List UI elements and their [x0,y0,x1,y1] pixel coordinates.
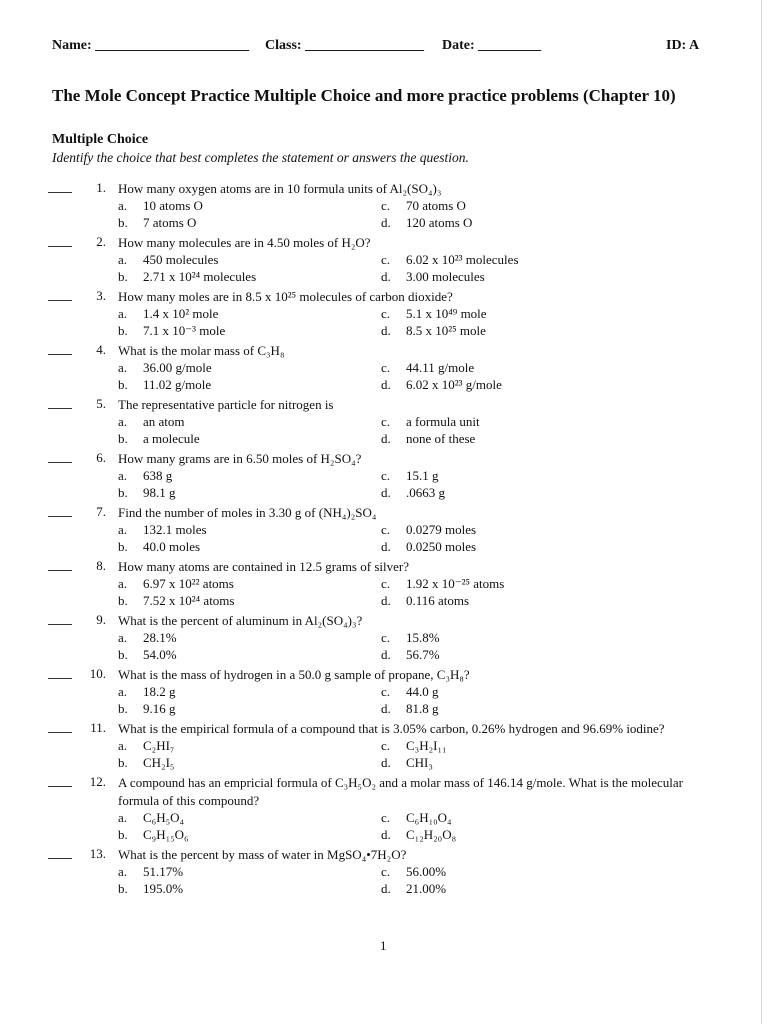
question-item [0,450,768,504]
question-item [0,288,768,342]
option-letter: d. [381,485,391,500]
question-stem: What is the percent by mass of water in MgSO₄•7H₂O? [118,847,407,862]
answer-options [0,630,768,664]
option-b: 40.0 moles [143,539,201,554]
option-a: C₆H₅O₄ [143,810,185,825]
option-c: 70 atoms O [406,198,466,213]
option-c: 56.00% [406,864,447,879]
question-stem: How many molecules are in 4.50 moles of H₂O? [118,235,371,250]
option-letter: c. [381,522,391,537]
option-b: C₉H₁₅O₆ [143,827,189,842]
answer-blank[interactable] [48,732,72,733]
option-c: 6.02 x 10²³ molecules [406,252,519,267]
answer-blank[interactable] [48,786,72,787]
option-letter: a. [118,738,128,753]
question-number: 3. [96,288,106,303]
answer-blank[interactable] [48,300,72,301]
option-letter: a. [118,360,128,375]
option-a: 638 g [143,468,173,483]
option-c: 0.0279 moles [406,522,477,537]
option-letter: b. [118,215,128,230]
question-stem: How many oxygen atoms are in 10 formula units of Al₂(SO₄)₃ [118,181,442,196]
option-b: 2.71 x 10²⁴ molecules [143,269,257,284]
question-stem: The representative particle for nitrogen is [118,397,334,412]
question-number: 1. [96,180,106,195]
option-a: 132.1 moles [143,522,207,537]
option-letter: b. [118,827,128,842]
option-letter: b. [118,269,128,284]
option-letter: c. [381,864,391,879]
option-c: 1.92 x 10⁻²⁵ atoms [406,576,505,591]
option-letter: c. [381,360,391,375]
option-letter: b. [118,323,128,338]
option-c: 15.1 g [406,468,439,483]
option-a: 6.97 x 10²² atoms [143,576,234,591]
option-c: a formula unit [406,414,480,429]
option-c: C₃H₂I₁₁ [406,738,447,753]
answer-options [0,468,768,502]
question-stem: How many atoms are contained in 12.5 grams of silver? [118,559,409,574]
answer-options [0,360,768,394]
option-b: 7.52 x 10²⁴ atoms [143,593,235,608]
question-stem: A compound has an empricial formula of C₃H₅O₂ and a molar mass of 146.14 g/mole. What is the molecular formula of this compound? [118,775,684,808]
question-number: 10. [89,666,106,681]
question-number: 9. [96,612,106,627]
answer-blank[interactable] [48,408,72,409]
answer-options [0,738,768,772]
date-field-label: Date: _________ [442,38,542,53]
option-letter: a. [118,522,128,537]
question-stem: What is the mass of hydrogen in a 50.0 g sample of propane, C₃H₈? [118,667,470,682]
option-d: 21.00% [406,881,447,896]
option-d: .0663 g [406,485,445,500]
option-d: CHI₃ [406,755,433,770]
question-item [0,396,768,450]
option-letter: d. [381,593,391,608]
option-b: CH₂I₅ [143,755,175,770]
option-b: 9.16 g [143,701,176,716]
option-letter: c. [381,630,391,645]
question-item [0,846,768,900]
option-d: 81.8 g [406,701,439,716]
question-item [0,558,768,612]
option-letter: a. [118,306,128,321]
question-item [0,666,768,720]
option-letter: d. [381,701,391,716]
section-instructions: Identify the choice that best completes the statement or answers the question. [52,150,469,165]
option-c: 5.1 x 10⁴⁹ mole [406,306,487,321]
option-letter: d. [381,755,391,770]
option-letter: a. [118,468,128,483]
question-number: 13. [89,846,106,861]
option-d: 6.02 x 10²³ g/mole [406,377,502,392]
option-letter: d. [381,881,391,896]
option-letter: b. [118,593,128,608]
option-letter: d. [381,377,391,392]
option-b: 7 atoms O [143,215,197,230]
option-d: C₁₂H₂₀O₈ [406,827,457,842]
option-a: 28.1% [143,630,177,645]
option-d: 8.5 x 10²⁵ mole [406,323,486,338]
answer-options [0,684,768,718]
option-c: 44.11 g/mole [406,360,475,375]
option-c: C₆H₁₀O₄ [406,810,452,825]
answer-blank[interactable] [48,354,72,355]
question-item [0,504,768,558]
page-title: The Mole Concept Practice Multiple Choice and more practice problems (Chapter 10) [52,86,676,105]
answer-options [0,522,768,556]
option-d: 0.0250 moles [406,539,477,554]
option-a: 10 atoms O [143,198,203,213]
answer-blank[interactable] [48,192,72,193]
option-letter: a. [118,252,128,267]
answer-options [0,414,768,448]
question-number: 7. [96,504,106,519]
question-item [0,342,768,396]
option-letter: b. [118,881,128,896]
answer-blank[interactable] [48,246,72,247]
answer-options [0,306,768,340]
answer-blank[interactable] [48,570,72,571]
option-letter: a. [118,810,128,825]
question-number: 12. [89,774,106,789]
option-letter: d. [381,323,391,338]
answer-options [0,864,768,898]
question-item [0,720,768,774]
option-b: 54.0% [143,647,177,662]
question-item [0,180,768,234]
option-d: 0.116 atoms [406,593,470,608]
option-letter: c. [381,468,391,483]
option-letter: b. [118,431,128,446]
question-stem: What is the empirical formula of a compound that is 3.05% carbon, 0.26% hydrogen and 96.69% iodine? [118,721,665,736]
option-b: 7.1 x 10⁻³ mole [143,323,226,338]
question-stem: What is the molar mass of C₃H₈ [118,343,285,358]
question-number: 4. [96,342,106,357]
option-letter: a. [118,198,128,213]
option-letter: a. [118,630,128,645]
option-d: 56.7% [406,647,440,662]
option-letter: c. [381,414,391,429]
answer-blank[interactable] [48,516,72,517]
section-heading: Multiple Choice [52,132,149,147]
option-letter: c. [381,738,391,753]
option-letter: d. [381,431,391,446]
question-stem: How many moles are in 8.5 x 10²⁵ molecules of carbon dioxide? [118,289,453,304]
option-letter: d. [381,215,391,230]
question-number: 5. [96,396,106,411]
option-letter: b. [118,755,128,770]
answer-blank[interactable] [48,624,72,625]
option-letter: b. [118,377,128,392]
option-b: a molecule [143,431,200,446]
page-number: 1 [380,938,387,953]
option-c: 15.8% [406,630,440,645]
option-letter: c. [381,810,391,825]
question-stem: How many grams are in 6.50 moles of H₂SO₄? [118,451,362,466]
option-letter: b. [118,539,128,554]
option-letter: a. [118,864,128,879]
option-letter: c. [381,306,391,321]
question-list [0,180,768,900]
option-b: 195.0% [143,881,184,896]
option-letter: a. [118,414,128,429]
question-stem: What is the percent of aluminum in Al₂(SO₄)₃? [118,613,363,628]
option-letter: b. [118,647,128,662]
question-item [0,774,768,846]
question-item [0,234,768,288]
option-d: 3.00 molecules [406,269,485,284]
answer-blank[interactable] [48,678,72,679]
option-letter: d. [381,539,391,554]
option-b: 98.1 g [143,485,176,500]
option-letter: b. [118,485,128,500]
option-a: C₂HI₇ [143,738,175,753]
option-a: an atom [143,414,185,429]
option-a: 51.17% [143,864,184,879]
option-letter: b. [118,701,128,716]
option-letter: c. [381,576,391,591]
option-letter: d. [381,269,391,284]
question-number: 11. [90,720,106,735]
option-a: 1.4 x 10² mole [143,306,219,321]
answer-blank[interactable] [48,462,72,463]
question-number: 2. [96,234,106,249]
answer-options [0,576,768,610]
option-letter: d. [381,827,391,842]
class-field-label: Class: _________________ [265,38,425,53]
option-c: 44.0 g [406,684,439,699]
option-letter: c. [381,252,391,267]
id-label: ID: A [666,38,700,53]
question-item [0,612,768,666]
option-letter: c. [381,198,391,213]
option-d: none of these [406,431,476,446]
question-stem: Find the number of moles in 3.30 g of (NH₄)₂SO₄ [118,505,377,520]
option-letter: d. [381,647,391,662]
option-a: 450 molecules [143,252,219,267]
option-letter: c. [381,684,391,699]
answer-options [0,252,768,286]
answer-blank[interactable] [48,858,72,859]
option-a: 36.00 g/mole [143,360,212,375]
answer-options [0,810,768,844]
option-letter: a. [118,576,128,591]
option-a: 18.2 g [143,684,176,699]
question-number: 8. [96,558,106,573]
question-number: 6. [96,450,106,465]
option-d: 120 atoms O [406,215,473,230]
option-b: 11.02 g/mole [143,377,212,392]
option-letter: a. [118,684,128,699]
answer-options [0,198,768,232]
name-field-label: Name: ______________________ [52,38,250,53]
